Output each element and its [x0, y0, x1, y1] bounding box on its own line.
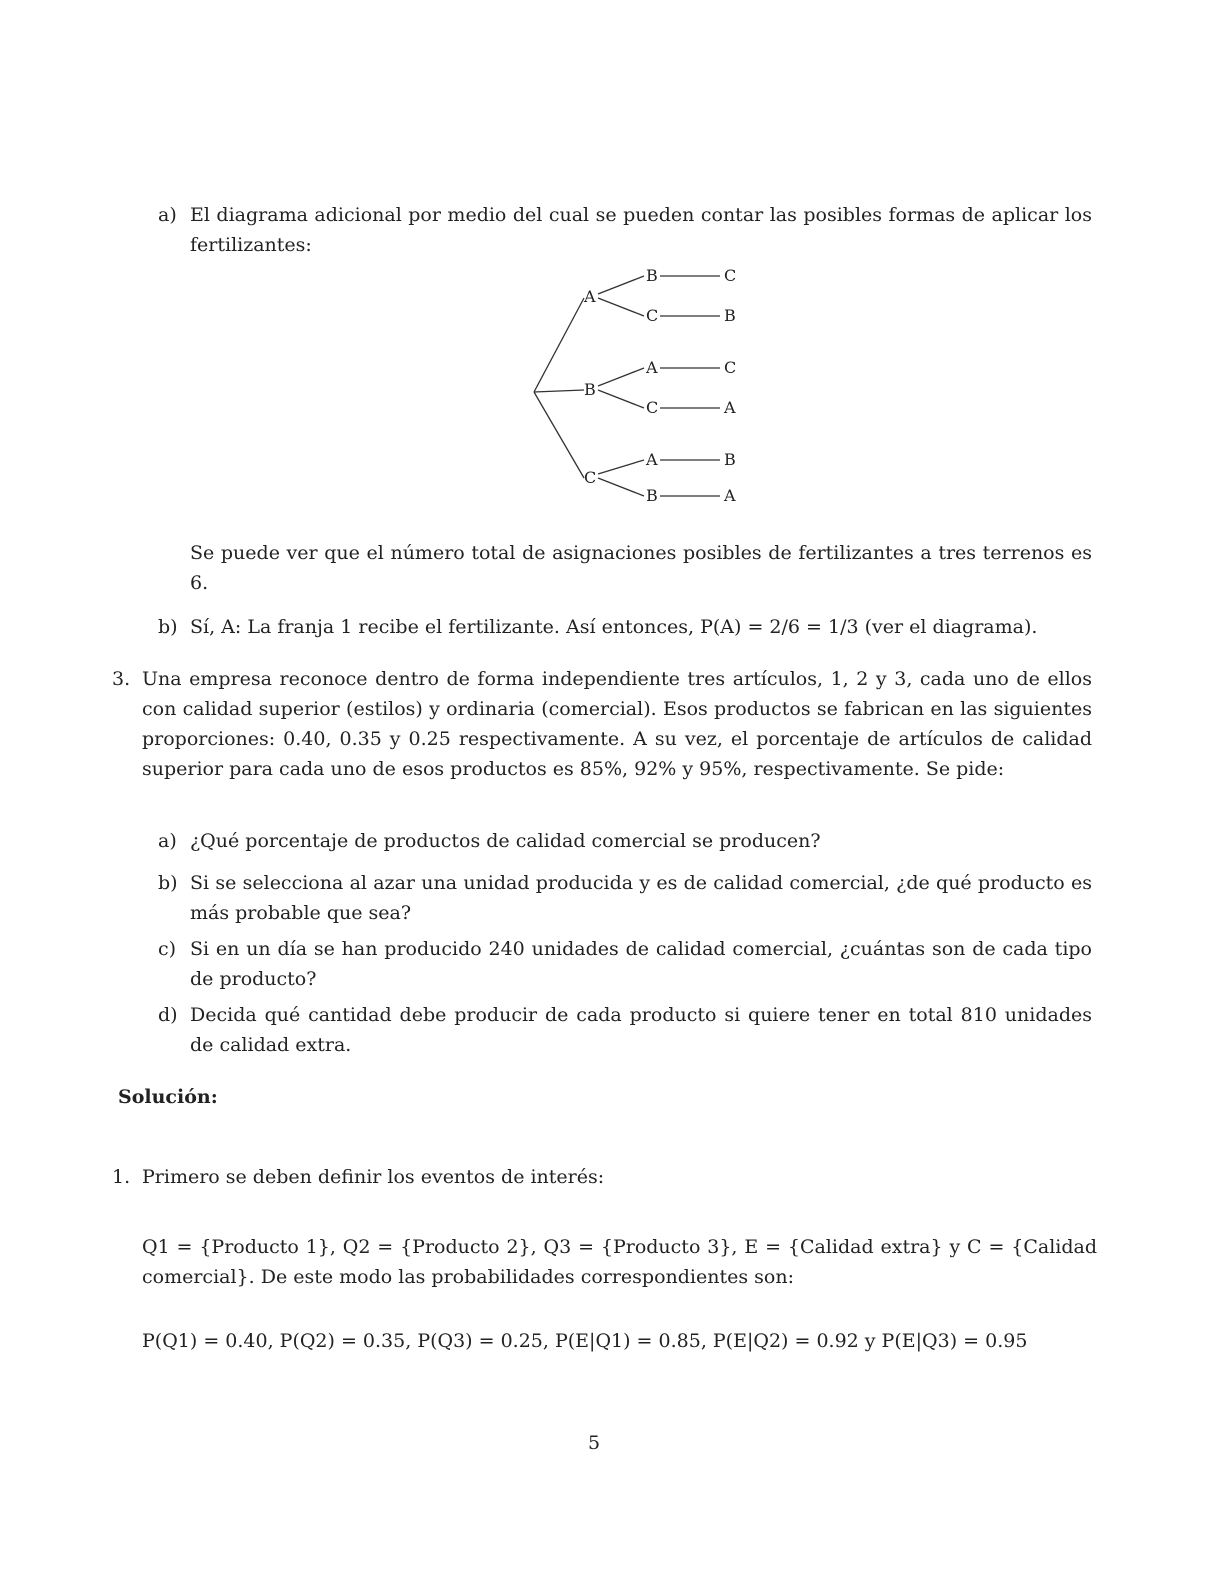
item-a-text: El diagrama adicional por medio del cual se pueden contar las posibles formas de aplicar los fertilizantes:	[190, 204, 1092, 256]
tree-leaf: A	[646, 450, 658, 469]
question-text: Si se selecciona al azar una unidad producida y es de calidad comercial, ¿de qué producto es más probable que sea?	[190, 872, 1092, 924]
tree-leaf: B	[724, 450, 736, 469]
problem-number: 3.	[112, 668, 131, 690]
tree-leaf: B	[646, 486, 658, 505]
item-b-label: b)	[158, 616, 178, 638]
tree-node-3: C	[584, 468, 597, 487]
problem-statement: Una empresa reconoce dentro de forma independiente tres artículos, 1, 2 y 3, cada uno de ellos con calidad superior (estilos) y ordinaria (comercial). Esos productos se fabrican en las siguientes proporciones: 0.40, 0.35 y 0.25 respectivamente. A su vez, el porcentaje de artículos de calidad superior para cada uno de esos productos es 85%, 92% y 95%, respectivamente. Se pide:	[142, 668, 1092, 780]
tree-leaf: C	[646, 398, 659, 417]
page-number: 5	[587, 1432, 601, 1454]
solution-step-number: 1.	[112, 1166, 131, 1188]
tree-node-2: B	[584, 380, 596, 399]
events-definition: Q1 = {Producto 1}, Q2 = {Producto 2}, Q3 = {Producto 3}, E = {Calidad extra} y C = {Calidad comercial}. De este modo las probabilidades correspondientes son:	[142, 1236, 1097, 1288]
item-b-text: Sí, A: La franja 1 recibe el fertilizante. Así entonces, P(A) = 2/6 = 1/3 (ver el diagrama).	[190, 616, 1038, 638]
solution-step-text: Primero se deben definir los eventos de interés:	[142, 1166, 605, 1188]
tree-leaf: C	[724, 358, 737, 377]
probabilities: P(Q1) = 0.40, P(Q2) = 0.35, P(Q3) = 0.25, P(E|Q1) = 0.85, P(E|Q2) = 0.92 y P(E|Q3) = 0.95	[142, 1330, 1028, 1352]
item-a-conclusion: Se puede ver que el número total de asignaciones posibles de fertilizantes a tres terrenos es 6.	[190, 542, 1092, 594]
solution-heading: Solución:	[118, 1086, 218, 1108]
tree-leaf: C	[646, 306, 659, 325]
tree-leaf: C	[724, 266, 737, 285]
question-text: Decida qué cantidad debe producir de cada producto si quiere tener en total 810 unidades de calidad extra.	[190, 1004, 1092, 1056]
tree-leaf: B	[724, 306, 736, 325]
tree-leaf: B	[646, 266, 658, 285]
tree-leaf: A	[724, 486, 736, 505]
question-text: Si en un día se han producido 240 unidades de calidad comercial, ¿cuántas son de cada tipo de producto?	[190, 938, 1092, 990]
question-label: b)	[158, 872, 178, 894]
question-label: a)	[158, 830, 177, 852]
question-label: c)	[158, 938, 177, 960]
question-label: d)	[158, 1004, 178, 1026]
tree-node-1: A	[584, 287, 596, 306]
tree-leaf: A	[724, 398, 736, 417]
item-a-label: a)	[158, 204, 177, 226]
tree-diagram	[520, 262, 760, 512]
question-text: ¿Qué porcentaje de productos de calidad comercial se producen?	[190, 830, 821, 852]
tree-leaf: A	[646, 358, 658, 377]
